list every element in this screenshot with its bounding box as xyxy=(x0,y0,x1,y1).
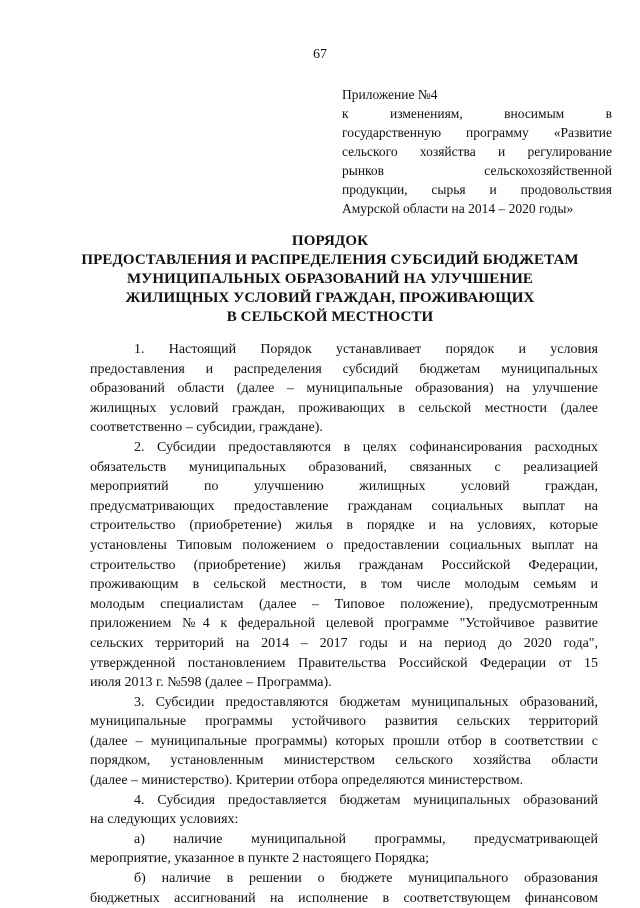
appendix-line: продукции, сырья и продовольствия xyxy=(342,182,612,197)
body-line: строительство (приобретение) жилья в порядке и на условиях, которые xyxy=(90,518,598,534)
appendix-line: рынков сельскохозяйственной xyxy=(342,163,612,178)
body-line: муниципальные программы устойчивого развития сельских территорий xyxy=(90,714,598,730)
appendix-title: Приложение №4 xyxy=(342,87,438,102)
title-line: ПОРЯДОК xyxy=(291,233,369,249)
appendix-line: государственную программу «Развитие xyxy=(342,125,612,140)
body-line: мероприятий по улучшению жилищных условий граждан, xyxy=(90,479,598,495)
body-line: обязательств муниципальных образований, связанных с реализацией xyxy=(90,459,598,475)
body-line: установлены Типовым положением о предоставлении социальных выплат на xyxy=(90,537,598,553)
body-line: (далее – муниципальные программы) которых прошли отбор в соответствии с xyxy=(90,733,598,749)
body-line: 1. Настоящий Порядок устанавливает порядок и условия xyxy=(134,342,598,357)
body-line: б) наличие в решении о бюджете муниципального образования xyxy=(134,871,598,887)
body-line: а) наличие муниципальной программы, предусматривающей xyxy=(134,831,598,847)
body-line: образований области (далее – муниципальные образования) на улучшение xyxy=(90,381,598,397)
title-line: В СЕЛЬСКОЙ МЕСТНОСТИ xyxy=(226,309,434,325)
appendix-line: сельского хозяйства и регулирование xyxy=(342,144,612,159)
body-line: утвержденной постановлением Правительства Российской Федерации от 15 xyxy=(90,655,598,671)
body-line: на следующих условиях: xyxy=(90,812,239,828)
appendix-note xyxy=(342,85,612,218)
title-line: ПРЕДОСТАВЛЕНИЯ И РАСПРЕДЕЛЕНИЯ СУБСИДИЙ БЮДЖЕТАМ xyxy=(81,252,579,268)
document-body xyxy=(90,340,598,908)
body-line: строительство (приобретение) жилья гражданам Российской Федерации, xyxy=(90,557,598,573)
document-title xyxy=(60,232,600,327)
body-line: соответственно – субсидии, граждане). xyxy=(90,420,323,436)
body-line: сельских территорий на 2014 – 2017 годы и на период до 2020 года", xyxy=(90,635,598,651)
body-line: приложением №4 к федеральной целевой программе "Устойчивое развитие xyxy=(90,616,598,632)
body-line: предусматривающих предоставление гражданам социальных выплат на xyxy=(90,498,598,514)
body-line: (далее – министерство). Критерии отбора определяются министерством. xyxy=(90,773,524,789)
body-line: молодым специалистам (далее – Типовое положение), предусмотренным xyxy=(90,596,598,612)
page-number: 67 xyxy=(313,47,327,62)
body-line: 2. Субсидии предоставляются в целях софинансирования расходных xyxy=(134,439,598,455)
body-line: 3. Субсидии предоставляются бюджетам муниципальных образований, xyxy=(134,694,598,710)
body-line: 4. Субсидия предоставляется бюджетам муниципальных образований xyxy=(134,792,598,808)
body-line: порядком, установленным министерством сельского хозяйства области xyxy=(90,753,598,769)
title-line: МУНИЦИПАЛЬНЫХ ОБРАЗОВАНИЙ НА УЛУЧШЕНИЕ xyxy=(126,271,534,287)
body-line: июля 2013 г. №598 (далее – Программа). xyxy=(90,675,332,691)
body-line: бюджетных ассигнований на исполнение в соответствующем финансовом xyxy=(90,890,598,906)
body-line: предоставления и распределения субсидий бюджетам муниципальных xyxy=(90,361,598,377)
appendix-line: Амурской области на 2014 – 2020 годы» xyxy=(342,201,574,216)
body-line: жилищных условий граждан, проживающих в сельской местности (далее xyxy=(90,400,598,416)
body-line: проживающим в сельской местности, в том числе молодым семьям и xyxy=(90,577,598,593)
title-line: ЖИЛИЩНЫХ УСЛОВИЙ ГРАЖДАН, ПРОЖИВАЮЩИХ xyxy=(125,290,535,306)
body-line: мероприятие, указанное в пункте 2 настоящего Порядка; xyxy=(90,851,430,867)
appendix-line: к изменениям, вносимым в xyxy=(342,106,612,121)
